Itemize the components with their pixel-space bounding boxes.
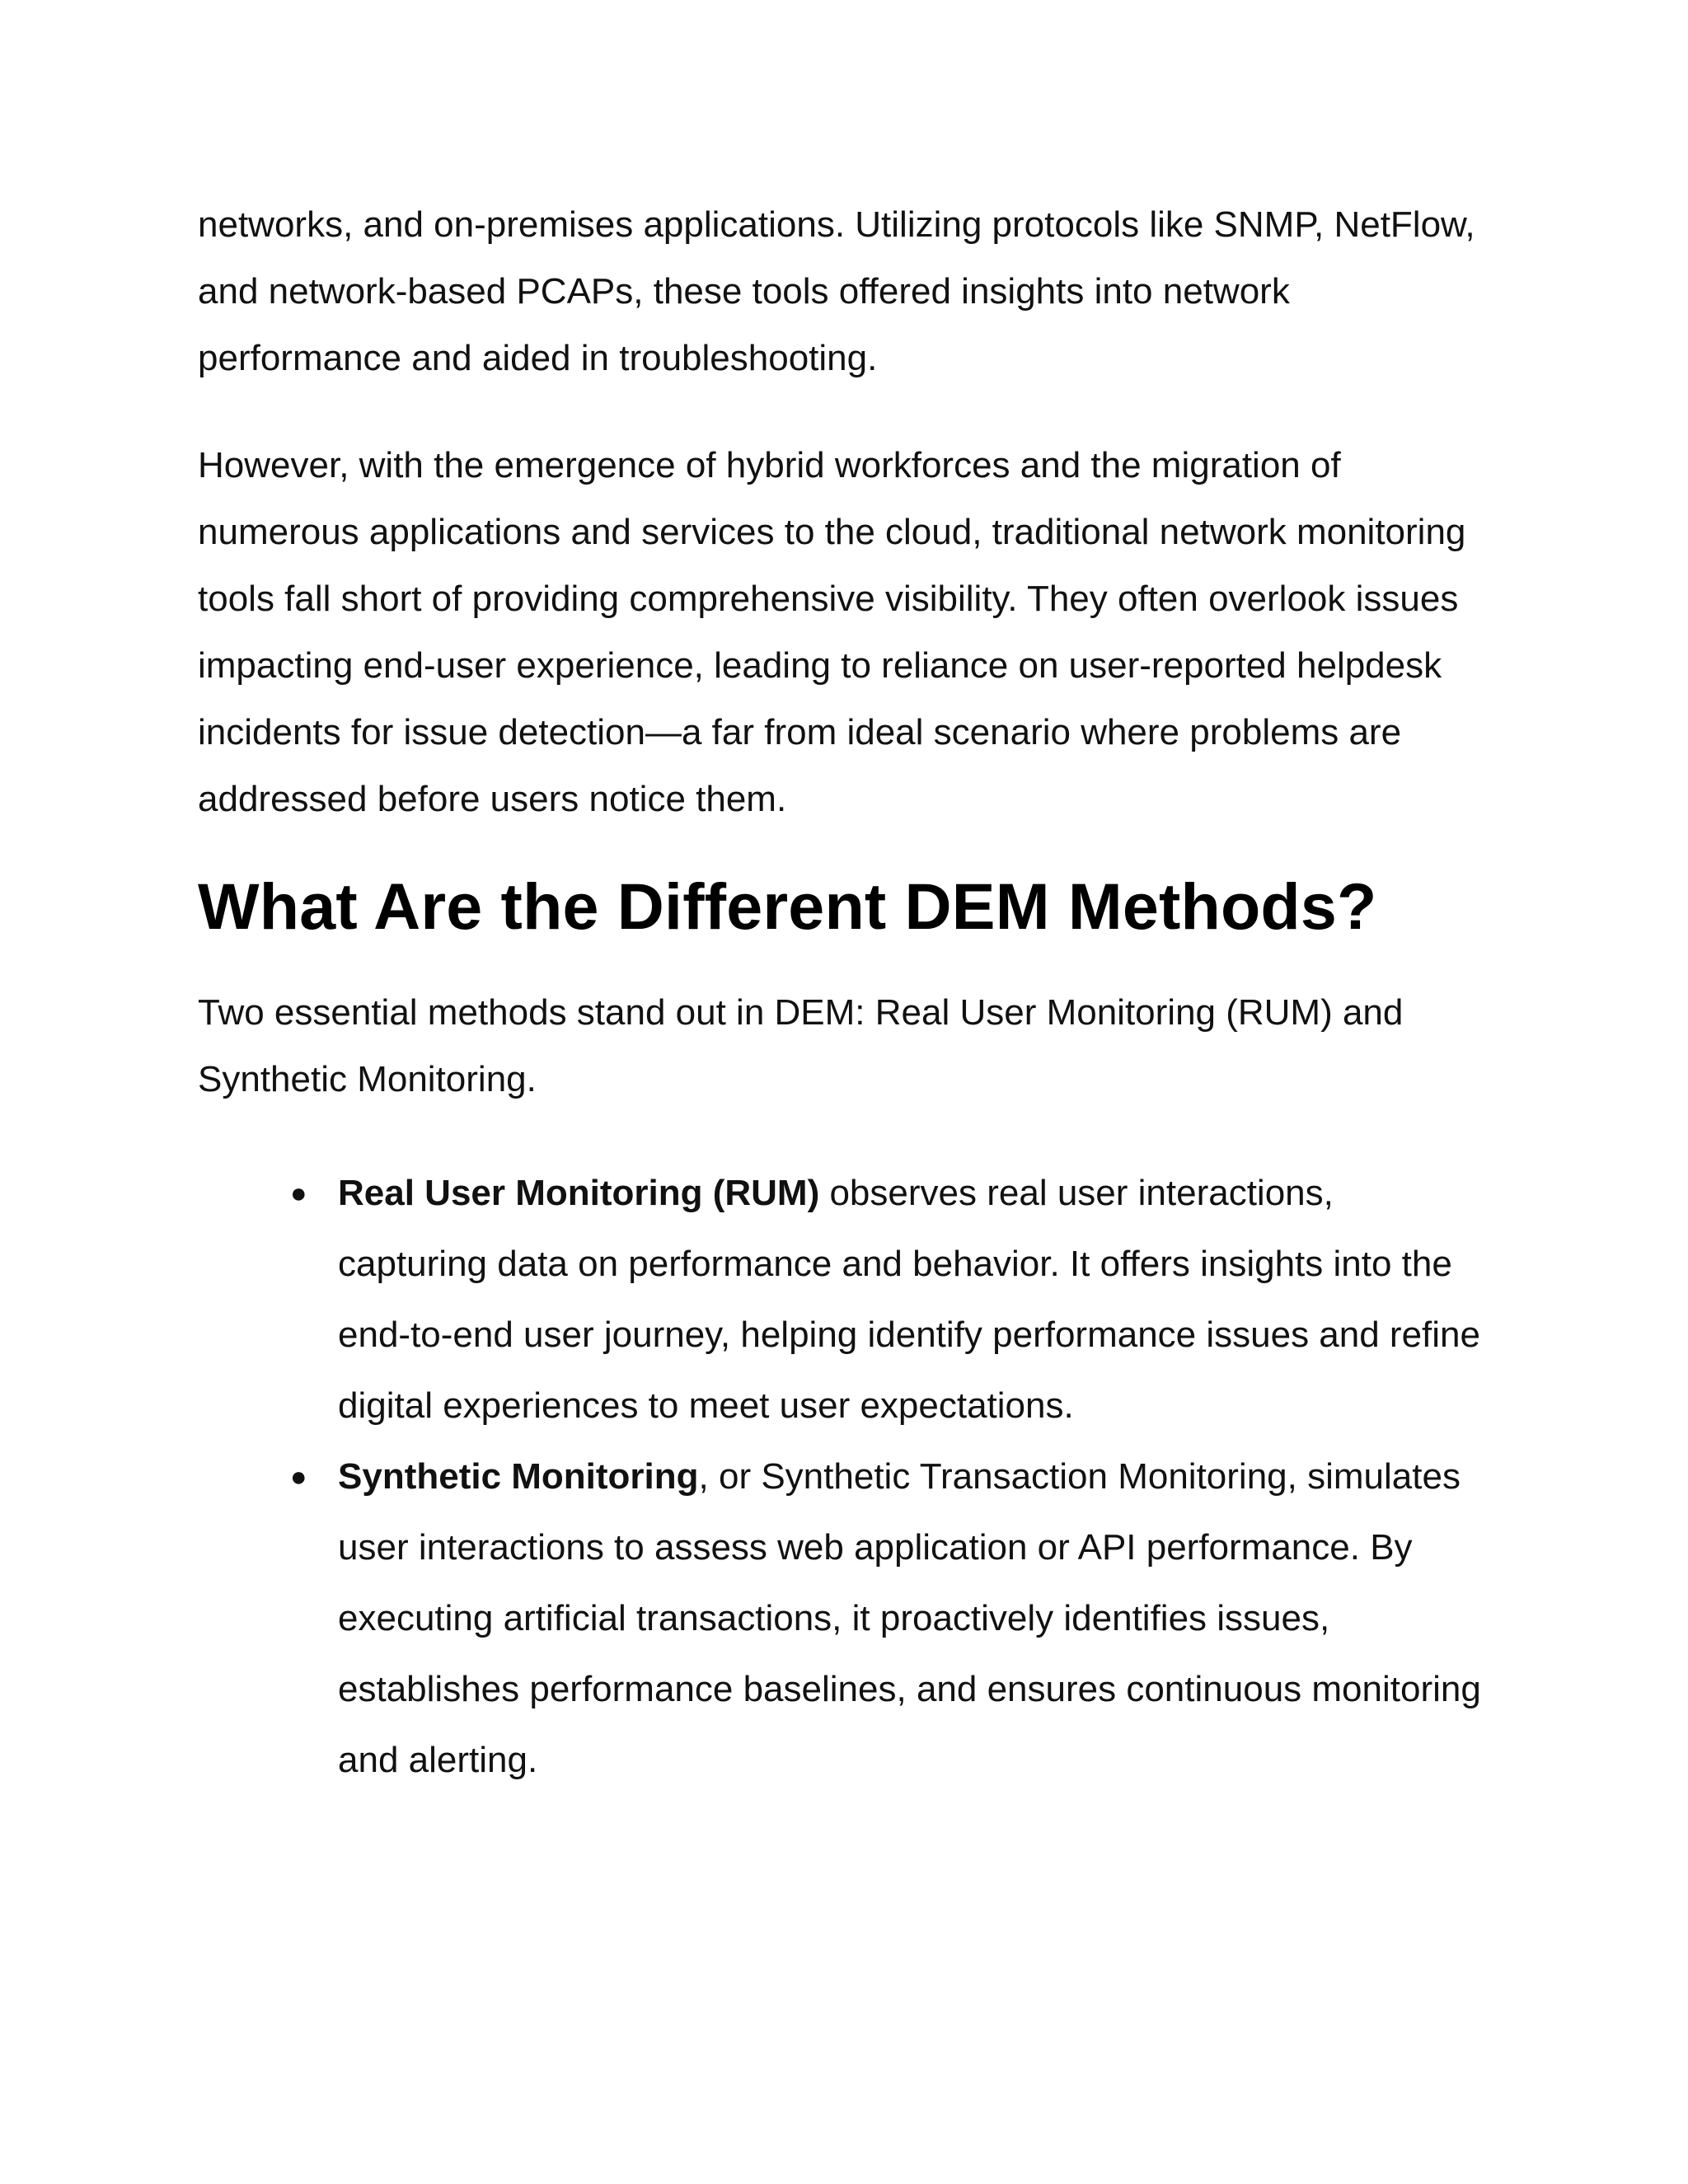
bullet-term-rum: Real User Monitoring (RUM) <box>338 1173 820 1213</box>
bullet-text-rum: observes real user interactions, capturing data on performance and behavior. It offers insights into the end-to-end user journey, helping identify performance issues and refine digital experiences to meet user expectations. <box>338 1173 1480 1426</box>
bullet-term-synthetic: Synthetic Monitoring <box>338 1456 699 1497</box>
bullet-icon: ● <box>290 1461 307 1493</box>
list-item-synthetic <box>290 1441 1492 1796</box>
bullet-icon: ● <box>290 1178 307 1209</box>
section-intro: Two essential methods stand out in DEM: Real User Monitoring (RUM) and Synthetic Monitoring. <box>198 992 1404 1099</box>
paragraph-hybrid-workforce: However, with the emergence of hybrid workforces and the migration of numerous applications and services to the cloud, traditional network monitoring tools fall short of providing comprehensive visibility. They often overlook issues impacting end-user experience, leading to reliance on user-reported helpdesk incidents for issue detection—a far from ideal scenario where problems are addressed before users notice them. <box>198 445 1466 819</box>
bullet-text-synthetic: , or Synthetic Transaction Monitoring, simulates user interactions to assess web application or API performance. By executing artificial transactions, it proactively identifies issues, establishes performance baselines, and ensures continuous monitoring and alerting. <box>338 1456 1481 1780</box>
dem-methods-list <box>198 1158 1492 1796</box>
paragraph-network-tools: networks, and on-premises applications. Utilizing protocols like SNMP, NetFlow, and network-based PCAPs, these tools offered insights into network performance and aided in troubleshooting. <box>198 204 1475 378</box>
document-body <box>198 191 1492 1796</box>
section-heading: What Are the Different DEM Methods? <box>198 869 1377 943</box>
list-item-rum <box>290 1158 1492 1441</box>
